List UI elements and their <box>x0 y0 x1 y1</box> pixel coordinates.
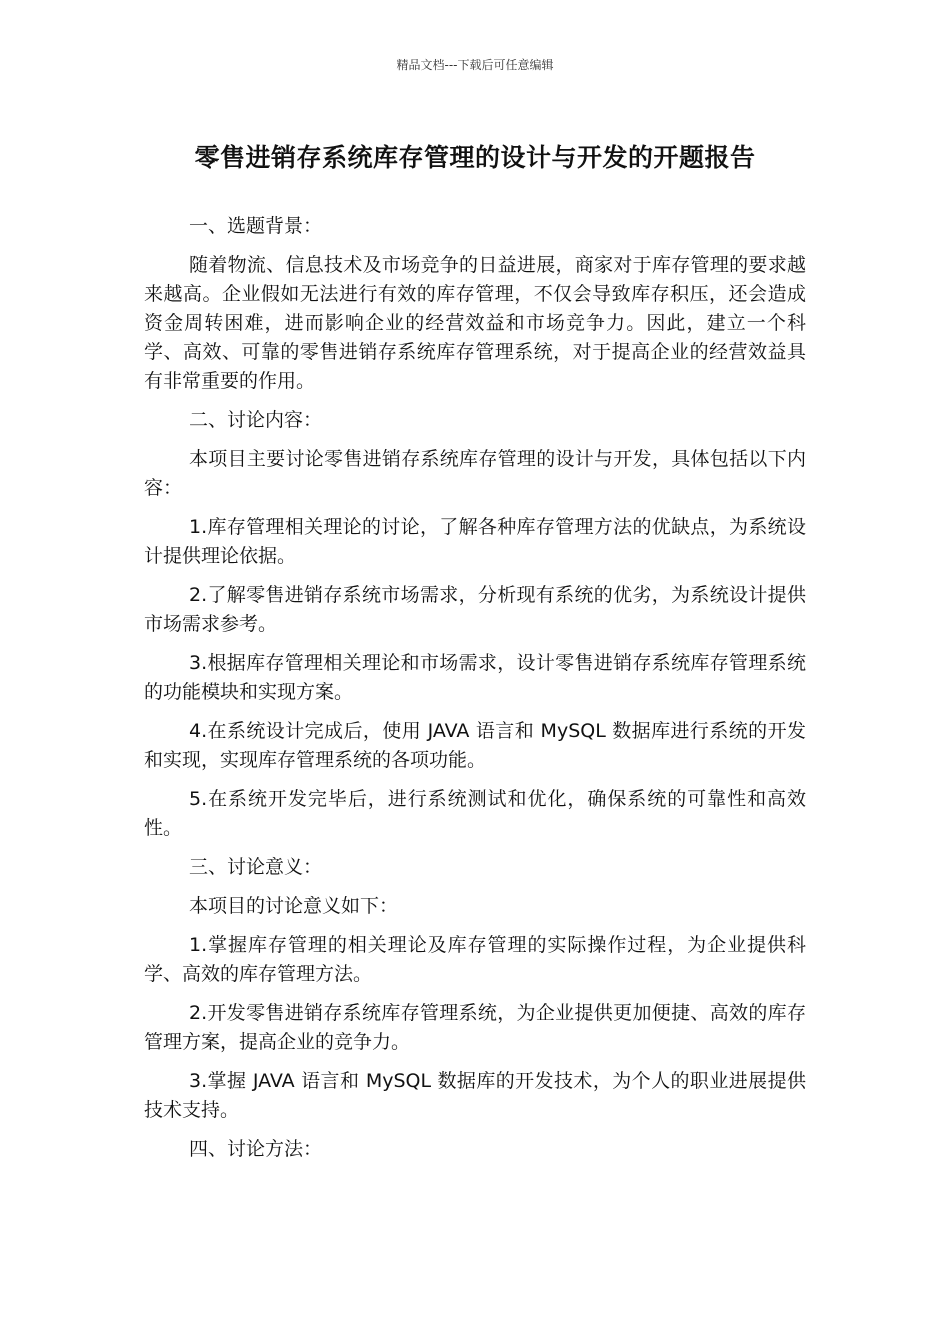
list-item-significance-2: 2.开发零售进销存系统库存管理系统，为企业提供更加便捷、高效的库存管理方案，提高企业的竞争力。 <box>144 1002 806 1053</box>
section-heading-significance: 三、讨论意义： <box>189 856 323 878</box>
list-item-content-4: 4.在系统设计完成后，使用 JAVA 语言和 MySQL 数据库进行系统的开发和实现，实现库存管理系统的各项功能。 <box>144 720 806 771</box>
section-heading-content: 二、讨论内容： <box>189 409 323 431</box>
list-item-content-1: 1.库存管理相关理论的讨论，了解各种库存管理方法的优缺点，为系统设计提供理论依据。 <box>144 516 806 567</box>
list-item-content-3: 3.根据库存管理相关理论和市场需求，设计零售进销存系统库存管理系统的功能模块和实现方案。 <box>144 652 806 703</box>
paragraph-background: 随着物流、信息技术及市场竞争的日益进展，商家对于库存管理的要求越来越高。企业假如无法进行有效的库存管理，不仅会导致库存积压，还会造成资金周转困难，进而影响企业的经营效益和市场竞争力。因此，建立一个科学、高效、可靠的零售进销存系统库存管理系统，对于提高企业的经营效益具有非常重要的作用。 <box>144 254 806 392</box>
list-item-content-5: 5.在系统开发完毕后，进行系统测试和优化，确保系统的可靠性和高效性。 <box>144 788 806 839</box>
page-header: 精品文档---下载后可任意编辑 <box>396 58 554 72</box>
list-item-content-2: 2.了解零售进销存系统市场需求，分析现有系统的优劣，为系统设计提供市场需求参考。 <box>144 584 806 635</box>
paragraph-content-intro: 本项目主要讨论零售进销存系统库存管理的设计与开发，具体包括以下内容： <box>144 448 806 499</box>
paragraph-significance-intro: 本项目的讨论意义如下： <box>189 895 399 917</box>
section-heading-method: 四、讨论方法： <box>189 1138 323 1160</box>
section-heading-background: 一、选题背景： <box>189 215 323 237</box>
list-item-significance-1: 1.掌握库存管理的相关理论及库存管理的实际操作过程，为企业提供科学、高效的库存管理方法。 <box>144 934 806 985</box>
list-item-significance-3: 3.掌握 JAVA 语言和 MySQL 数据库的开发技术，为个人的职业进展提供技术支持。 <box>144 1070 806 1121</box>
document-body <box>144 212 806 1174</box>
document-title: 零售进销存系统库存管理的设计与开发的开题报告 <box>194 143 756 172</box>
